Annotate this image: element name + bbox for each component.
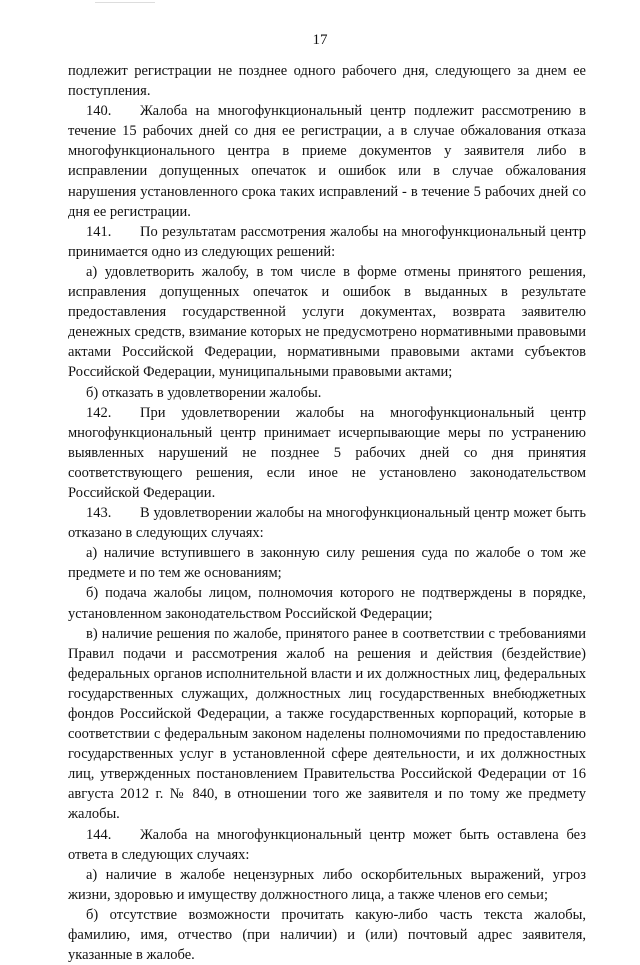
paragraph-number: 143.	[86, 505, 112, 522]
paragraph-144-b: б) отсутствие возможности прочитать какую-либо часть текста жалобы, фамилию, имя, отчество (при наличии) и (или) почтовый адрес заявителя, указанные в жалобе.	[68, 906, 586, 964]
paragraph-number: 141.	[86, 223, 112, 240]
paragraph-141	[68, 222, 586, 262]
paragraph-144	[68, 825, 586, 865]
paragraph-number: 142.	[86, 404, 112, 421]
paragraph-number: 140.	[86, 103, 112, 120]
paragraph-141-b: б) отказать в удовлетворении жалобы.	[86, 384, 322, 401]
paragraph-140	[68, 101, 586, 222]
scan-artifact-line	[95, 2, 155, 3]
document-body	[68, 61, 586, 965]
paragraph-142	[68, 403, 586, 503]
paragraph-text: Жалоба на многофункциональный центр может быть оставлена без ответа в следующих случаях:	[68, 826, 586, 863]
paragraph-143-a: а) наличие вступившего в законную силу решения суда по жалобе о том же предмете и по тем же основаниям;	[68, 545, 586, 582]
paragraph-141-a: а) удовлетворить жалобу, в том числе в форме отмены принятого решения, исправления допущенных опечаток и ошибок в выданных в результате предоставления государственной услуги документах, возврата заявителю денежных средств, взимание которых не предусмотрено нормативными правовыми актами Российской Федерации, нормативными правовыми актами субъектов Российской Федерации, муниципальными правовыми актами;	[68, 263, 586, 381]
paragraph-continuation: подлежит регистрации не позднее одного рабочего дня, следующего за днем ее поступления.	[68, 63, 586, 100]
paragraph-143-b: б) подача жалобы лицом, полномочия которого не подтверждены в порядке, установленном законодательством Российской Федерации;	[68, 585, 586, 622]
paragraph-143	[68, 503, 586, 543]
paragraph-143-c: в) наличие решения по жалобе, принятого ранее в соответствии с требованиями Правил подачи и рассмотрения жалоб на решения и действия (бездействие) федеральных органов исполнительной власти и их должностных лиц, федеральных государственных служащих, должностных лиц государственных внебюджетных фондов Российской Федерации, а также государственных корпораций, которые в соответствии с федеральным законом наделены полномочиями по предоставлению государственных услуг в установленной сфере деятельности, и их должностных лиц, утвержденных постановлением Правительства Российской Федерации от 16 августа 2012 г. № 840, в отношении того же заявителя и по тому же предмету жалобы.	[68, 625, 586, 823]
paragraph-text: В удовлетворении жалобы на многофункциональный центр может быть отказано в следующих случаях:	[68, 505, 586, 542]
paragraph-text: Жалоба на многофункциональный центр подлежит рассмотрению в течение 15 рабочих дней со дня ее регистрации, а в случае обжалования отказа многофункционального центра в приеме документов у заявителя либо в исправлении допущенных опечаток и ошибок или в случае обжалования нарушения установленного срока таких исправлений - в течение 5 рабочих дней со дня ее регистрации.	[68, 103, 586, 220]
paragraph-144-a: а) наличие в жалобе нецензурных либо оскорбительных выражений, угроз жизни, здоровью и имуществу должностного лица, а также членов его семьи;	[68, 866, 586, 903]
page-number: 17	[312, 32, 328, 48]
paragraph-number: 144.	[86, 826, 112, 843]
paragraph-text: При удовлетворении жалобы на многофункциональный центр многофункциональный центр принимает исчерпывающие меры по устранению выявленных нарушений не позднее 5 рабочих дней со дня принятия соответствующего решения, если иное не установлено законодательством Российской Федерации.	[68, 404, 586, 501]
paragraph-text: По результатам рассмотрения жалобы на многофункциональный центр принимается одно из следующих решений:	[68, 223, 586, 260]
